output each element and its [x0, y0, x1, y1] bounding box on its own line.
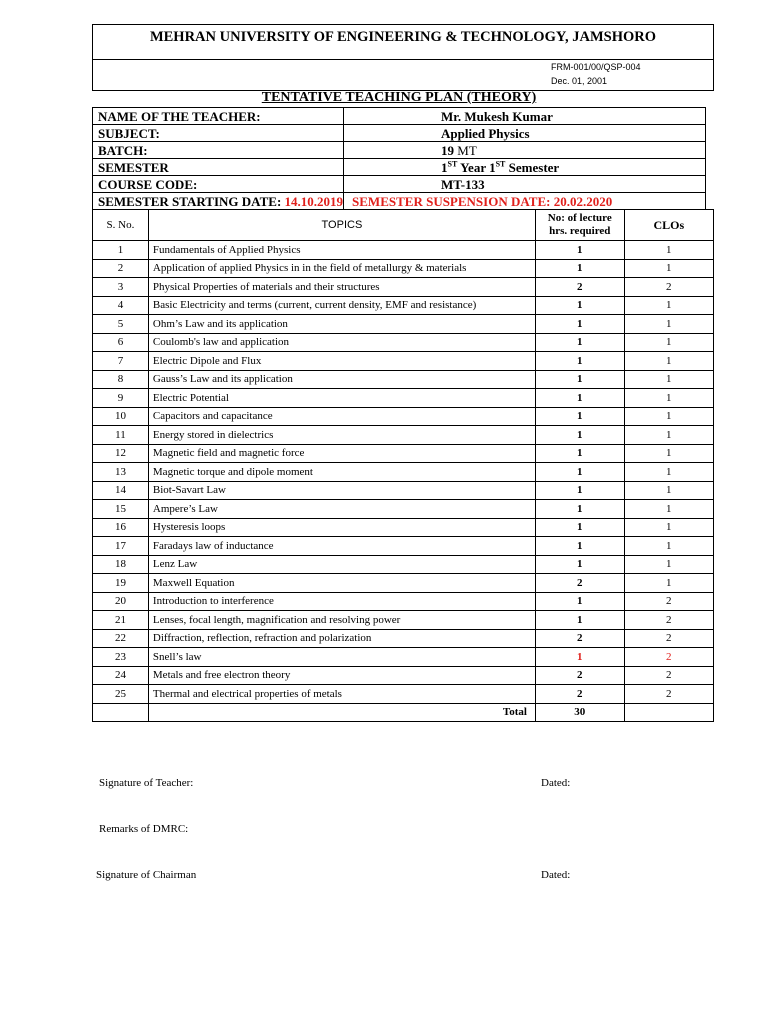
row-hours: 1 [535, 259, 624, 278]
row-clo: 1 [624, 333, 713, 352]
table-row [93, 370, 714, 389]
batch-row [93, 142, 706, 159]
row-clo: 1 [624, 352, 713, 371]
row-topic: Capacitors and capacitance [148, 407, 535, 426]
table-row [93, 444, 714, 463]
teacher-label: NAME OF THE TEACHER: [93, 108, 344, 125]
lecture-hours-header [535, 210, 624, 241]
row-topic: Basic Electricity and terms (current, current density, EMF and resistance) [148, 296, 535, 315]
batch-suffix: MT [454, 142, 477, 158]
row-clo: 2 [624, 278, 713, 297]
table-row [93, 352, 714, 371]
row-hours: 2 [535, 278, 624, 297]
course-code-value: MT-133 [344, 176, 706, 193]
row-hours: 1 [535, 389, 624, 408]
table-row [93, 426, 714, 445]
row-sno: 7 [93, 352, 149, 371]
table-row [93, 463, 714, 482]
row-topic: Fundamentals of Applied Physics [148, 241, 535, 260]
university-title: MEHRAN UNIVERSITY OF ENGINEERING & TECHNOLOGY, JAMSHORO [92, 24, 714, 60]
semester-sup-1: ST [447, 159, 458, 169]
row-topic: Diffraction, reflection, refraction and polarization [148, 629, 535, 648]
row-sno: 25 [93, 685, 149, 704]
row-topic: Snell’s law [148, 648, 535, 667]
row-sno: 23 [93, 648, 149, 667]
table-header-row [93, 210, 714, 241]
hrs-header-line2: hrs. required [549, 225, 611, 237]
start-date-label: SEMESTER STARTING DATE: [98, 193, 285, 209]
row-topic: Magnetic field and magnetic force [148, 444, 535, 463]
row-clo: 1 [624, 426, 713, 445]
row-topic: Ohm’s Law and its application [148, 315, 535, 334]
row-hours: 1 [535, 518, 624, 537]
row-topic: Biot-Savart Law [148, 481, 535, 500]
table-row [93, 389, 714, 408]
row-topic: Lenses, focal length, magnification and resolving power [148, 611, 535, 630]
topics-header: TOPICS [148, 210, 535, 241]
row-sno: 10 [93, 407, 149, 426]
row-topic: Physical Properties of materials and their structures [148, 278, 535, 297]
row-sno: 11 [93, 426, 149, 445]
table-row [93, 648, 714, 667]
row-topic: Application of applied Physics in in the field of metallurgy & materials [148, 259, 535, 278]
table-row [93, 592, 714, 611]
remarks-label: Remarks of DMRC: [99, 823, 189, 835]
row-sno: 1 [93, 241, 149, 260]
row-sno: 9 [93, 389, 149, 408]
semester-dates-row [93, 193, 706, 210]
table-row [93, 296, 714, 315]
row-topic: Gauss’s Law and its application [148, 370, 535, 389]
suspension-date: SEMESTER SUSPENSION DATE: 20.02.2020 [344, 193, 706, 210]
row-topic: Metals and free electron theory [148, 666, 535, 685]
row-sno: 19 [93, 574, 149, 593]
row-topic: Lenz Law [148, 555, 535, 574]
table-row [93, 611, 714, 630]
table-row [93, 555, 714, 574]
total-row [93, 703, 714, 722]
row-clo: 2 [624, 666, 713, 685]
row-sno: 21 [93, 611, 149, 630]
row-clo: 1 [624, 296, 713, 315]
semester-row [93, 159, 706, 176]
row-clo: 1 [624, 389, 713, 408]
row-clo: 1 [624, 555, 713, 574]
row-hours: 1 [535, 555, 624, 574]
row-hours: 2 [535, 666, 624, 685]
table-row [93, 259, 714, 278]
subject-value: Applied Physics [344, 125, 706, 142]
row-hours: 1 [535, 481, 624, 500]
table-row [93, 278, 714, 297]
table-row [93, 241, 714, 260]
total-clo-empty [624, 703, 713, 722]
total-value: 30 [535, 703, 624, 722]
batch-label: BATCH: [93, 142, 344, 159]
table-row [93, 629, 714, 648]
row-clo: 2 [624, 611, 713, 630]
semester-part-c: Semester [505, 159, 560, 175]
start-date-value: 14.10.2019 [284, 193, 344, 209]
row-clo: 1 [624, 518, 713, 537]
clos-header: CLOs [624, 210, 713, 241]
row-sno: 24 [93, 666, 149, 685]
row-sno: 20 [93, 592, 149, 611]
row-hours: 1 [535, 444, 624, 463]
row-clo: 1 [624, 370, 713, 389]
row-clo: 1 [624, 574, 713, 593]
row-clo: 1 [624, 537, 713, 556]
row-topic: Energy stored in dielectrics [148, 426, 535, 445]
row-hours: 1 [535, 352, 624, 371]
row-sno: 2 [93, 259, 149, 278]
row-hours: 1 [535, 426, 624, 445]
row-hours: 1 [535, 333, 624, 352]
row-hours: 2 [535, 629, 624, 648]
row-clo: 2 [624, 592, 713, 611]
table-row [93, 537, 714, 556]
row-hours: 1 [535, 315, 624, 334]
row-sno: 6 [93, 333, 149, 352]
semester-value [344, 159, 706, 176]
row-topic: Electric Dipole and Flux [148, 352, 535, 371]
row-hours: 1 [535, 370, 624, 389]
form-date: Dec. 01, 2001 [551, 76, 608, 86]
dated-label-1: Dated: [541, 777, 571, 789]
row-topic: Thermal and electrical properties of metals [148, 685, 535, 704]
row-sno: 13 [93, 463, 149, 482]
row-hours: 1 [535, 407, 624, 426]
course-code-label: COURSE CODE: [93, 176, 344, 193]
row-clo: 2 [624, 629, 713, 648]
sno-header: S. No. [93, 210, 149, 241]
row-sno: 14 [93, 481, 149, 500]
row-topic: Ampere’s Law [148, 500, 535, 519]
row-clo: 1 [624, 500, 713, 519]
row-sno: 5 [93, 315, 149, 334]
hrs-header-line1: No: of lecture [547, 212, 612, 224]
subject-label: SUBJECT: [93, 125, 344, 142]
row-hours: 1 [535, 592, 624, 611]
total-label: Total [148, 703, 535, 722]
start-date-cell [93, 193, 344, 210]
row-hours: 2 [535, 574, 624, 593]
row-clo: 1 [624, 444, 713, 463]
row-topic: Coulomb's law and application [148, 333, 535, 352]
row-sno: 12 [93, 444, 149, 463]
table-row [93, 518, 714, 537]
semester-sup-2: ST [495, 159, 506, 169]
table-row [93, 685, 714, 704]
table-row [93, 666, 714, 685]
row-topic: Faradays law of inductance [148, 537, 535, 556]
row-sno: 18 [93, 555, 149, 574]
row-sno: 15 [93, 500, 149, 519]
table-row [93, 315, 714, 334]
course-info-table [92, 107, 706, 210]
row-hours: 2 [535, 685, 624, 704]
semester-part-a: 1 [441, 159, 448, 175]
row-hours: 1 [535, 241, 624, 260]
row-sno: 3 [93, 278, 149, 297]
form-code: FRM-001/00/QSP-004 [551, 62, 641, 72]
row-hours: 1 [535, 611, 624, 630]
semester-label: SEMESTER [93, 159, 344, 176]
row-topic: Hysteresis loops [148, 518, 535, 537]
plan-title: TENTATIVE TEACHING PLAN (THEORY) [261, 90, 537, 105]
row-topic: Magnetic torque and dipole moment [148, 463, 535, 482]
row-sno: 22 [93, 629, 149, 648]
teacher-signature-label: Signature of Teacher: [99, 777, 194, 789]
table-row [93, 500, 714, 519]
table-row [93, 407, 714, 426]
topics-table [92, 209, 714, 722]
batch-value [344, 142, 706, 159]
row-sno: 8 [93, 370, 149, 389]
row-clo: 1 [624, 407, 713, 426]
chairman-signature-label: Signature of Chairman [96, 869, 197, 881]
row-clo: 1 [624, 315, 713, 334]
teacher-row [93, 108, 706, 125]
row-clo: 1 [624, 241, 713, 260]
teacher-value: Mr. Mukesh Kumar [344, 108, 706, 125]
row-topic: Introduction to interference [148, 592, 535, 611]
semester-part-b: Year 1 [457, 159, 496, 175]
row-clo: 1 [624, 259, 713, 278]
row-hours: 1 [535, 500, 624, 519]
table-row [93, 333, 714, 352]
course-code-row [93, 176, 706, 193]
row-hours: 1 [535, 463, 624, 482]
row-topic: Maxwell Equation [148, 574, 535, 593]
row-clo: 1 [624, 463, 713, 482]
row-clo: 1 [624, 481, 713, 500]
table-row [93, 574, 714, 593]
row-clo: 2 [624, 648, 713, 667]
total-empty-cell [93, 703, 149, 722]
row-hours: 1 [535, 648, 624, 667]
row-sno: 16 [93, 518, 149, 537]
row-clo: 2 [624, 685, 713, 704]
table-row [93, 481, 714, 500]
row-hours: 1 [535, 537, 624, 556]
row-sno: 4 [93, 296, 149, 315]
dated-label-2: Dated: [541, 869, 571, 881]
row-topic: Electric Potential [148, 389, 535, 408]
row-sno: 17 [93, 537, 149, 556]
subject-row [93, 125, 706, 142]
batch-number: 19 [441, 142, 455, 158]
row-hours: 1 [535, 296, 624, 315]
